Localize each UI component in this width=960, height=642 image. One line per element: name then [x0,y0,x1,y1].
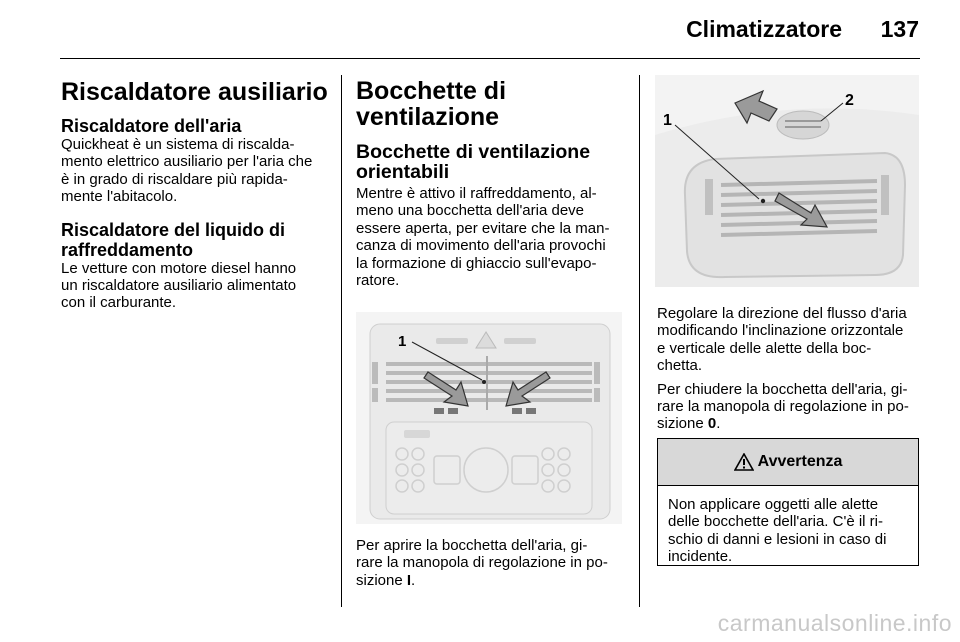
warning-line: schio di danni e lesioni in caso di [668,530,887,548]
body-line: chetta. [657,357,703,375]
warning-line: delle bocchette dell'aria. C'è il ri- [668,513,883,531]
subheading-orientabili-line: orientabili [356,161,450,183]
caption-line: Per aprire la bocchetta dell'aria, gi- [356,537,588,554]
body-end: . [716,415,721,433]
figure-callout-2: 2 [845,92,854,109]
column-middle [356,73,631,289]
section-title-bocchette-line: ventilazione [356,103,500,131]
body-line: la formazione di ghiaccio sull'evapo- [356,254,597,272]
column-divider-1 [341,75,342,607]
body-line: Regolare la direzione del flusso d'aria [657,305,907,322]
body-line: Per chiudere la bocchetta dell'aria, gi- [657,380,908,398]
column-right-text [657,305,927,433]
section-title-riscaldatore: Riscaldatore ausiliario [61,78,328,106]
subheading-riscaldatore-aria: Riscaldatore dell'aria [61,116,242,136]
body-line: con il carburante. [61,294,177,312]
body-line: Mentre è attivo il raffreddamento, al- [356,185,597,202]
body-line [657,415,927,432]
figure-side-vent [655,75,919,287]
warning-line: Non applicare oggetti alle alette [668,496,879,513]
warning-line: incidente. [668,548,733,566]
body-line: un riscaldatore ausiliario alimentato [61,277,297,295]
warning-triangle-icon [734,453,754,471]
body-line: Le vetture con motore diesel hanno [61,259,297,277]
body-line: ratore. [356,272,400,290]
chapter-title: Climatizzatore [686,16,842,42]
figure-callout-1: 1 [663,112,672,129]
warning-title: Avvertenza [757,453,843,470]
warning-header [658,439,918,486]
caption-center-vents [356,537,631,589]
body-text: sizione [657,415,708,433]
column-left [61,73,331,312]
caption-line: rare la manopola di regolazione in po- [356,554,608,572]
section-title-bocchette-line: Bocchette di [356,77,507,105]
body-line: mento elettrico ausiliario per l'aria che [61,153,313,171]
body-line: Quickheat è un sistema di riscalda- [61,136,295,153]
subheading-orientabili-line: Bocchette di ventilazione [356,141,591,163]
subheading-liquido-line: Riscaldatore del liquido di [61,219,286,240]
body-line: essere aperta, per evitare che la man- [356,219,610,237]
body-line: modificando l'inclinazione orizzontale [657,322,904,340]
subheading-liquido-line: raffreddamento [61,239,194,260]
center-vents-illustration [356,312,622,524]
body-line: e verticale delle alette della boc- [657,339,872,357]
side-vent-illustration [655,75,919,287]
column-divider-2 [639,75,640,607]
caption-text: sizione [356,571,407,589]
figure-callout-1: 1 [398,333,407,350]
caption-line [356,572,631,589]
body-line: è in grado di riscaldare più rapida- [61,170,288,188]
warning-box [657,438,919,566]
body-line: rare la manopola di regolazione in po- [657,398,909,416]
position-symbol-I: I [406,571,412,589]
header-rule [60,58,920,59]
caption-end: . [411,571,416,589]
warning-body [658,486,918,566]
body-line: meno una bocchetta dell'aria deve [356,202,585,220]
figure-center-vents [356,312,622,524]
body-line: canza di movimento dell'aria provochi [356,237,606,255]
position-symbol-0: 0 [707,415,717,433]
page-number: 137 [880,16,919,42]
watermark: carmanualsonline.info [717,610,952,636]
body-line: mente l'abitacolo. [61,188,178,206]
